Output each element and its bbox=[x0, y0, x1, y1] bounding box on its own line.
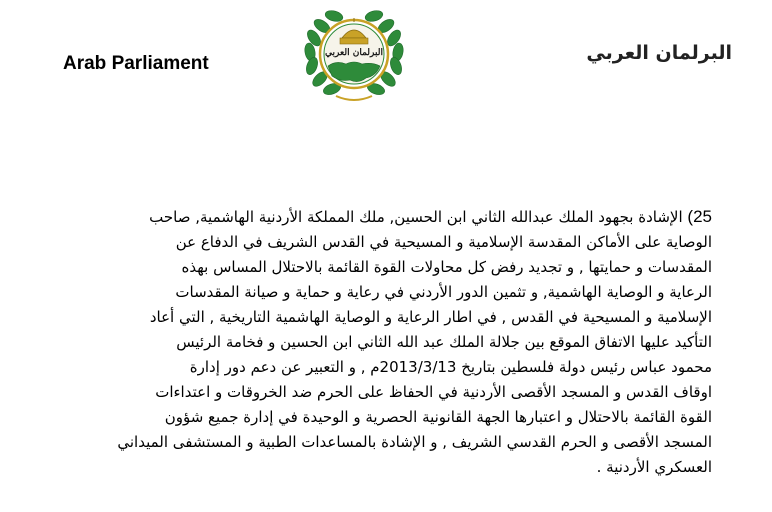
title-arabic: البرلمان العربي bbox=[586, 42, 732, 64]
paragraph-line-5: الإسلامية و المسيحية في القدس , في اطار الرعاية و الوصاية الهاشمية التاريخية , التي أعاد bbox=[149, 308, 712, 326]
paragraph-line-2: الوصاية على الأماكن المقدسة الإسلامية و المسيحية في القدس الشريف في الدفاع عن bbox=[175, 233, 712, 251]
paragraph-line-6: التأكيد عليها الاتفاق الموقع بين جلالة الملك عبد الله الثاني ابن الحسين و فخامة الرئيس bbox=[176, 333, 712, 351]
paragraph-line-4: الرعاية و الوصاية الهاشمية, و تثمين الدور الأردني في رعاية و حماية و صيانة المقدسات bbox=[175, 283, 712, 301]
title-english: Arab Parliament bbox=[63, 53, 209, 74]
paragraph-line-10: المسجد الأقصى و الحرم القدسي الشريف , و الإشادة بالمساعدات الطبية و المستشفى الميداني bbox=[117, 433, 712, 451]
paragraph-line-8: اوقاف القدس و المسجد الأقصى الأردنية في الحفاظ على الحرم ضد الخروقات و اعتداءات bbox=[155, 383, 712, 401]
paragraph-line-9: القوة القائمة بالاحتلال و اعتبارها الجهة القانونية الحصرية و الوحيدة في إدارة جميع شؤون bbox=[164, 408, 712, 426]
line-text: الإشادة بجهود الملك عبدالله الثاني ابن الحسين, ملك المملكة الأردنية الهاشمية, صاحب bbox=[149, 208, 683, 226]
paragraph-line-11: العسكري الأردنية . bbox=[596, 458, 712, 476]
resolution-paragraph bbox=[60, 204, 712, 480]
svg-text:البرلمان العربي: البرلمان العربي bbox=[325, 48, 383, 58]
paragraph-line-7: محمود عباس رئيس دولة فلسطين بتاريخ 2013/3/13م , و التعبير عن دعم دور إدارة bbox=[189, 358, 712, 376]
page-header bbox=[0, 0, 772, 120]
arab-parliament-emblem bbox=[302, 0, 406, 108]
paragraph-line-3: المقدسات و حمايتها , و تجديد رفض كل محاولات القوة القائمة بالاحتلال المساس بهذه bbox=[181, 258, 712, 276]
paragraph-line-1 bbox=[60, 204, 712, 230]
paragraph-number: 25) bbox=[687, 207, 712, 226]
